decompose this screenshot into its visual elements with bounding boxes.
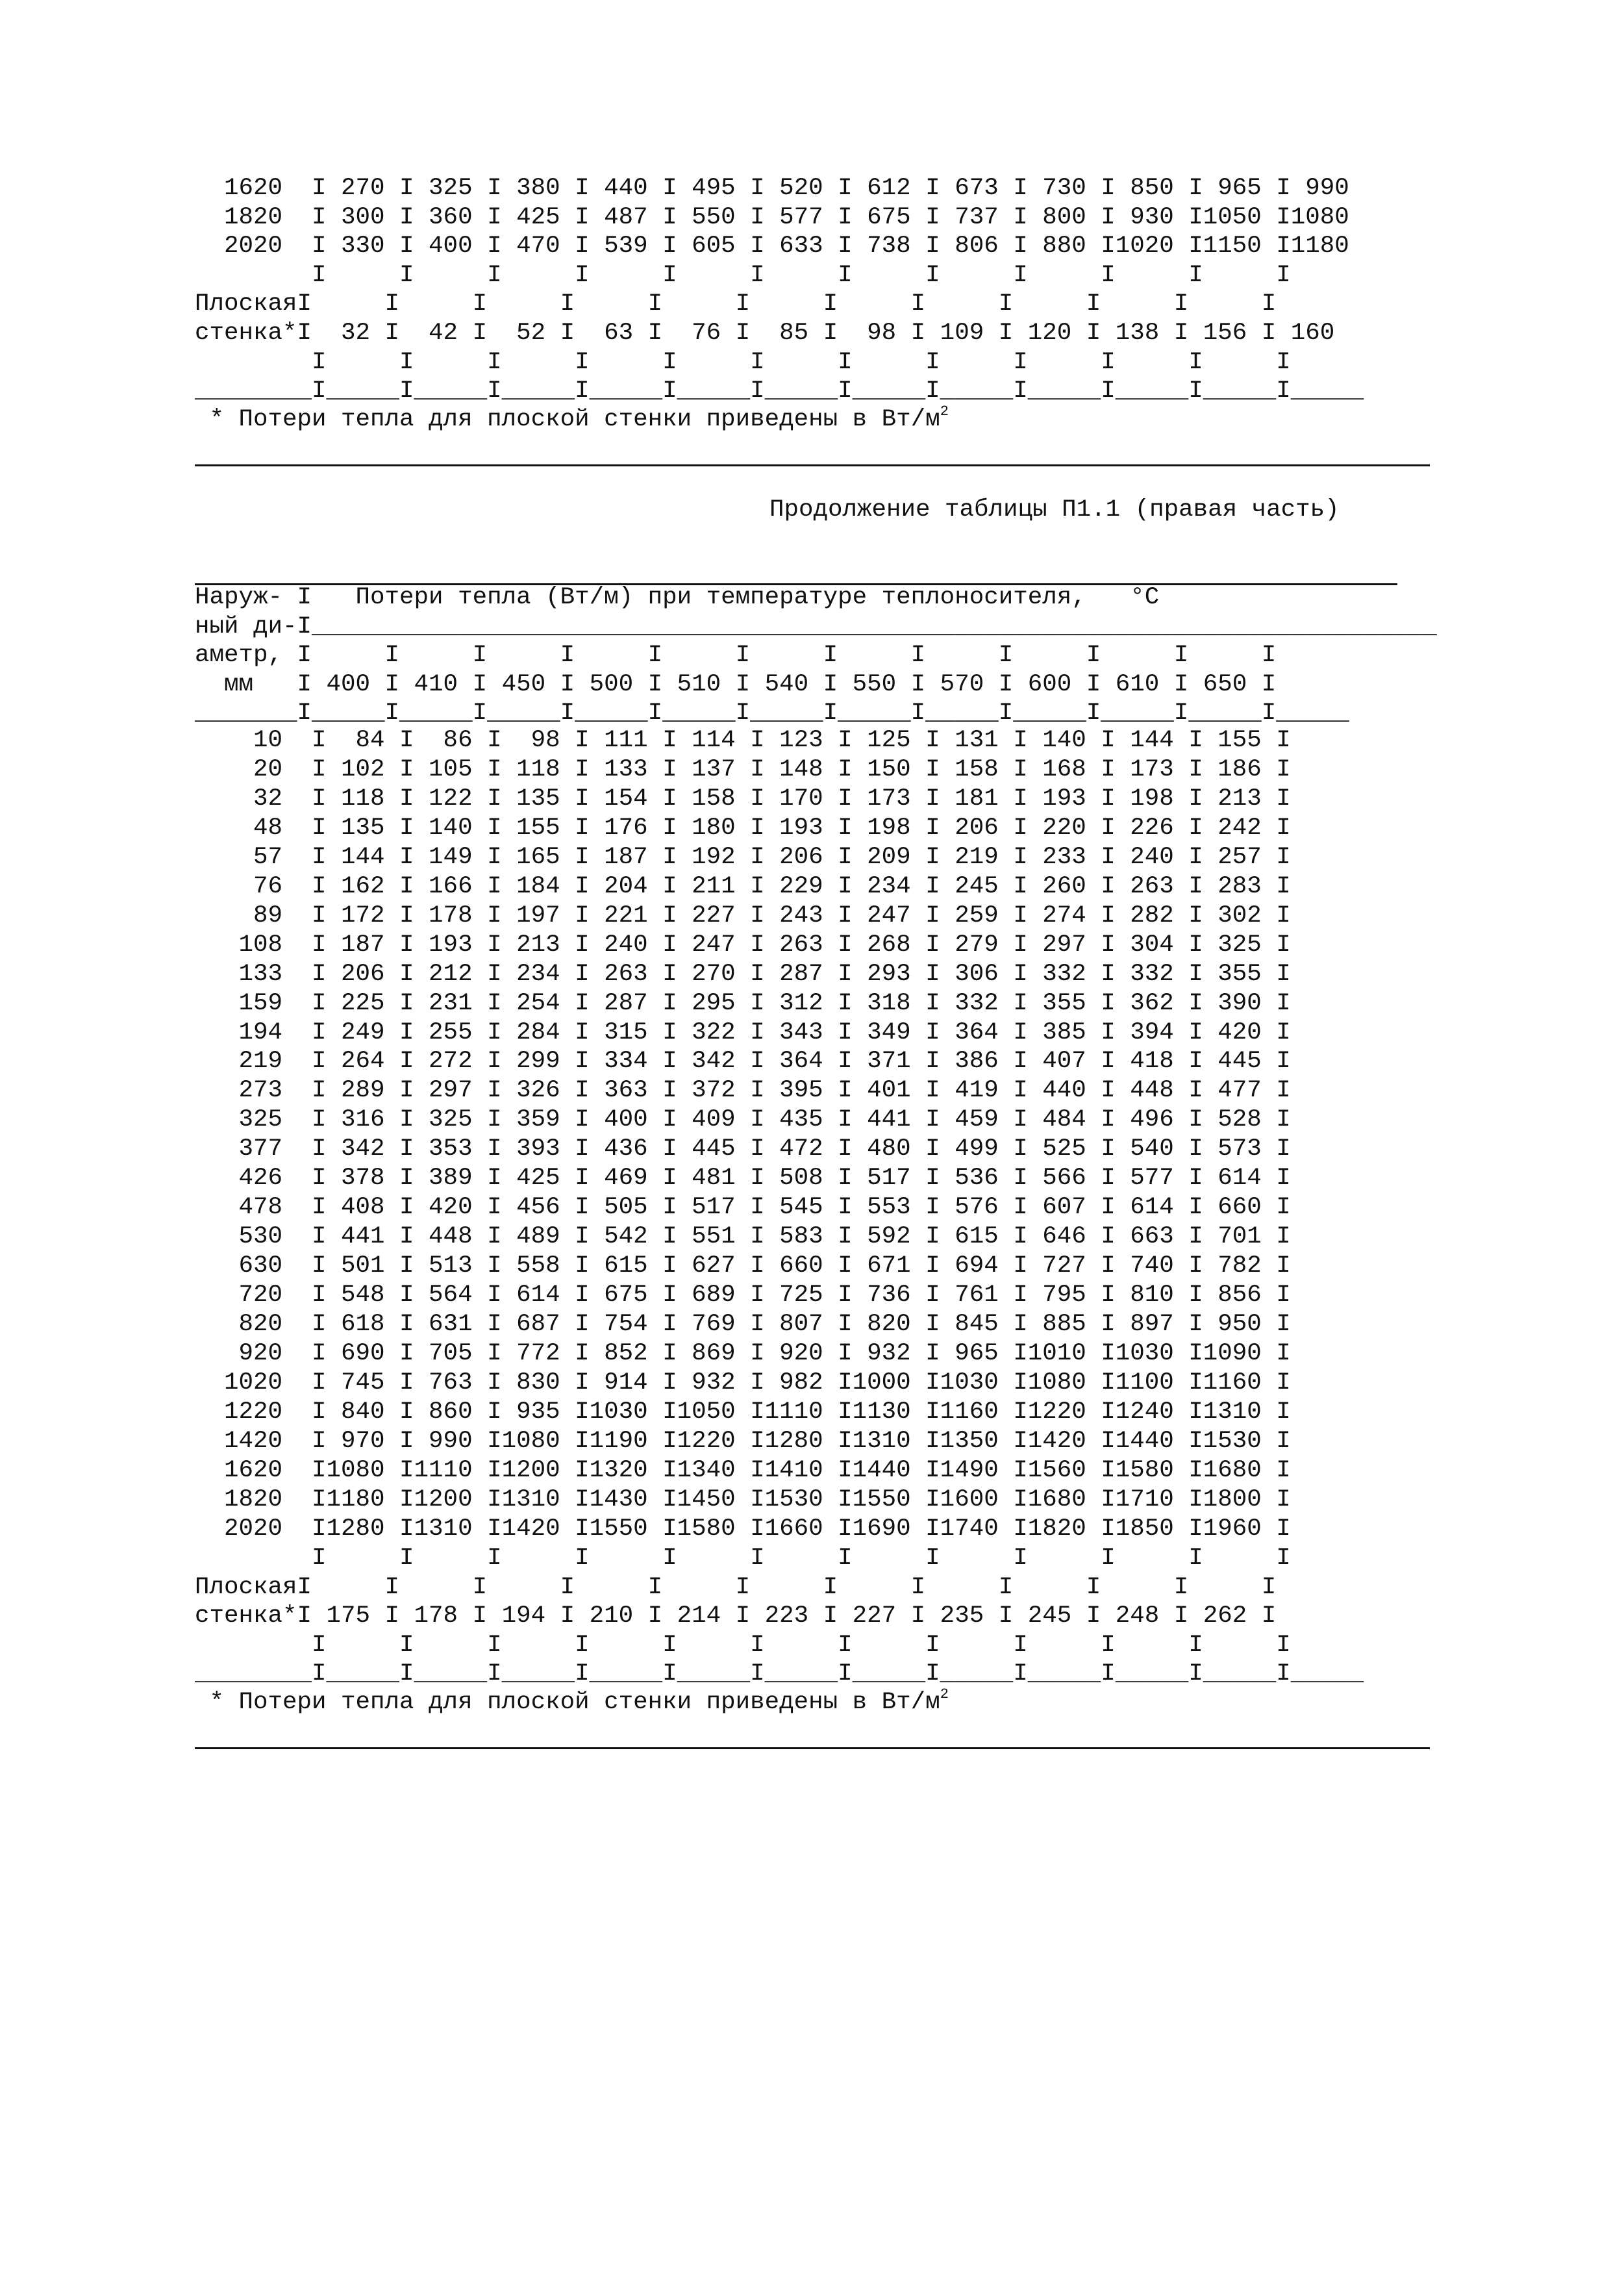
table-row: ПлоскаяI I I I I I I I I I I I bbox=[195, 290, 1277, 318]
footnote-text: * Потери тепла для плоской стенки приведены в Вт/м bbox=[195, 406, 940, 433]
table-row: I I I I I I I I I I I I bbox=[195, 1545, 1291, 1572]
table-row: стенка*I 175 I 178 I 194 I 210 I 214 I 223 I 227 I 235 I 245 I 248 I 262 I bbox=[195, 1602, 1277, 1630]
table-row: 1820 I1180 I1200 I1310 I1430 I1450 I1530 I1550 I1600 I1680 I1710 I1800 I bbox=[195, 1485, 1291, 1513]
table-header-row: _______I_____I_____I_____I_____I_____I_____I_____I_____I_____I_____I_____I_____ bbox=[195, 700, 1349, 727]
table-row: 1220 I 840 I 860 I 935 I1030 I1050 I1110 I1130 I1160 I1220 I1240 I1310 I bbox=[195, 1398, 1291, 1426]
table-row: 820 I 618 I 631 I 687 I 754 I 769 I 807 I 820 I 845 I 885 I 897 I 950 I bbox=[195, 1311, 1291, 1338]
table-row: 1420 I 970 I 990 I1080 I1190 I1220 I1280 I1310 I1350 I1420 I1440 I1530 I bbox=[195, 1427, 1291, 1455]
table-header-row: Наруж- I Потери тепла (Вт/м) при температуре теплоносителя, °С bbox=[195, 584, 1160, 611]
table-row: ________I_____I_____I_____I_____I_____I_____I_____I_____I_____I_____I_____I_____ bbox=[195, 1660, 1364, 1688]
table-row: 1020 I 745 I 763 I 830 I 914 I 932 I 982 I1000 I1030 I1080 I1100 I1160 I bbox=[195, 1369, 1291, 1396]
footnote-superscript: 2 bbox=[940, 1686, 949, 1702]
table-row: I I I I I I I I I I I I bbox=[195, 1631, 1291, 1659]
table-row: 720 I 548 I 564 I 614 I 675 I 689 I 725 I 736 I 761 I 795 I 810 I 856 I bbox=[195, 1282, 1291, 1309]
table-row: 48 I 135 I 140 I 155 I 176 I 180 I 193 I 198 I 206 I 220 I 226 I 242 I bbox=[195, 814, 1291, 842]
table-row: 1620 I1080 I1110 I1200 I1320 I1340 I1410 I1440 I1490 I1560 I1580 I1680 I bbox=[195, 1456, 1291, 1484]
section-rule bbox=[195, 1747, 1430, 1749]
table-row: 920 I 690 I 705 I 772 I 852 I 869 I 920 I 932 I 965 I1010 I1030 I1090 I bbox=[195, 1339, 1291, 1367]
table-row: 325 I 316 I 325 I 359 I 400 I 409 I 435 I 441 I 459 I 484 I 496 I 528 I bbox=[195, 1106, 1291, 1134]
footnote bbox=[195, 405, 949, 435]
table-header-row: аметр, I I I I I I I I I I I I bbox=[195, 642, 1277, 669]
table-row: 20 I 102 I 105 I 118 I 133 I 137 I 148 I 150 I 158 I 168 I 173 I 186 I bbox=[195, 755, 1291, 783]
table-row: 273 I 289 I 297 I 326 I 363 I 372 I 395 I 401 I 419 I 440 I 448 I 477 I bbox=[195, 1077, 1291, 1105]
table-row: 377 I 342 I 353 I 393 I 436 I 445 I 472 I 480 I 499 I 525 I 540 I 573 I bbox=[195, 1135, 1291, 1163]
table-row: 219 I 264 I 272 I 299 I 334 I 342 I 364 I 371 I 386 I 407 I 418 I 445 I bbox=[195, 1048, 1291, 1076]
footnote-superscript: 2 bbox=[940, 403, 949, 420]
table-row: ПлоскаяI I I I I I I I I I I I bbox=[195, 1573, 1277, 1601]
table-row: 478 I 408 I 420 I 456 I 505 I 517 I 545 I 553 I 576 I 607 I 614 I 660 I bbox=[195, 1194, 1291, 1222]
table-caption: Продолжение таблицы П1.1 (правая часть) bbox=[769, 496, 1340, 524]
table-row: 2020 I1280 I1310 I1420 I1550 I1580 I1660 I1690 I1740 I1820 I1850 I1960 I bbox=[195, 1515, 1291, 1543]
table-header-row: мм I 400 I 410 I 450 I 500 I 510 I 540 I 550 I 570 I 600 I 610 I 650 I bbox=[195, 670, 1277, 698]
table-row: стенка*I 32 I 42 I 52 I 63 I 76 I 85 I 98 I 109 I 120 I 138 I 156 I 160 bbox=[195, 320, 1335, 347]
footnote-text: * Потери тепла для плоской стенки приведены в Вт/м bbox=[195, 1689, 940, 1716]
table-row: 76 I 162 I 166 I 184 I 204 I 211 I 229 I 234 I 245 I 260 I 263 I 283 I bbox=[195, 872, 1291, 900]
table-row: ________I_____I_____I_____I_____I_____I_____I_____I_____I_____I_____I_____I_____ bbox=[195, 377, 1364, 405]
table-row: 10 I 84 I 86 I 98 I 111 I 114 I 123 I 125 I 131 I 140 I 144 I 155 I bbox=[195, 727, 1291, 754]
table-row: 194 I 249 I 255 I 284 I 315 I 322 I 343 I 349 I 364 I 385 I 394 I 420 I bbox=[195, 1018, 1291, 1046]
table-row: 57 I 144 I 149 I 165 I 187 I 192 I 206 I 209 I 219 I 233 I 240 I 257 I bbox=[195, 843, 1291, 871]
table-row: 2020 I 330 I 400 I 470 I 539 I 605 I 633 I 738 I 806 I 880 I1020 I1150 I1180 bbox=[195, 233, 1349, 260]
table-row: 530 I 441 I 448 I 489 I 542 I 551 I 583 I 592 I 615 I 646 I 663 I 701 I bbox=[195, 1223, 1291, 1251]
table-row: 89 I 172 I 178 I 197 I 221 I 227 I 243 I 247 I 259 I 274 I 282 I 302 I bbox=[195, 902, 1291, 929]
footnote bbox=[195, 1688, 949, 1717]
table-row: 108 I 187 I 193 I 213 I 240 I 247 I 263 I 268 I 279 I 297 I 304 I 325 I bbox=[195, 931, 1291, 959]
table-row: 630 I 501 I 513 I 558 I 615 I 627 I 660 I 671 I 694 I 727 I 740 I 782 I bbox=[195, 1252, 1291, 1280]
table-row: 133 I 206 I 212 I 234 I 263 I 270 I 287 I 293 I 306 I 332 I 332 I 355 I bbox=[195, 960, 1291, 988]
table-row: 1620 I 270 I 325 I 380 I 440 I 495 I 520 I 612 I 673 I 730 I 850 I 965 I 990 bbox=[195, 175, 1349, 202]
table-row: 1820 I 300 I 360 I 425 I 487 I 550 I 577 I 675 I 737 I 800 I 930 I1050 I1080 bbox=[195, 203, 1349, 231]
table-row: 426 I 378 I 389 I 425 I 469 I 481 I 508 I 517 I 536 I 566 I 577 I 614 I bbox=[195, 1165, 1291, 1193]
table-row: I I I I I I I I I I I I bbox=[195, 348, 1291, 376]
table-row: 32 I 118 I 122 I 135 I 154 I 158 I 170 I 173 I 181 I 193 I 198 I 213 I bbox=[195, 785, 1291, 813]
table-row: 159 I 225 I 231 I 254 I 287 I 295 I 312 I 318 I 332 I 355 I 362 I 390 I bbox=[195, 989, 1291, 1017]
table-row: I I I I I I I I I I I I bbox=[195, 261, 1291, 289]
table-header-row: ный ди-I_____________________________________________________________________________ bbox=[195, 613, 1437, 640]
section-rule bbox=[195, 464, 1430, 466]
